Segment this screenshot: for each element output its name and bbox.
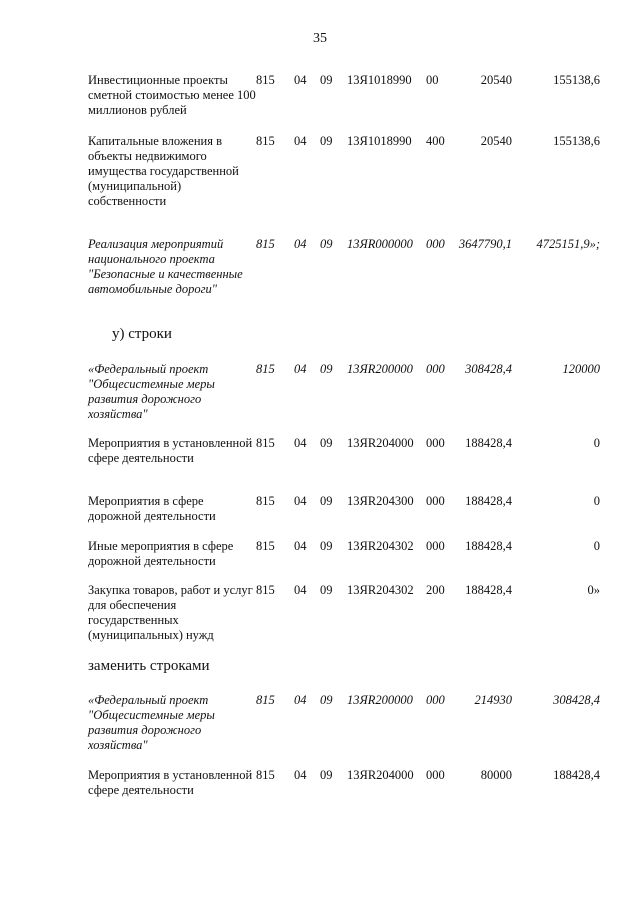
amount-after: 0» — [587, 583, 600, 597]
row-name: Капитальные вложения в объекты недвижимого имущества государственной (муниципальной) собственности — [88, 134, 239, 208]
subsection-code: 09 — [320, 768, 333, 782]
subsection-code: 09 — [320, 539, 333, 553]
expense-type-code: 200 — [426, 583, 445, 597]
row-name: Реализация мероприятий национального проекта "Безопасные и качественные автомобильные дороги" — [88, 237, 243, 296]
amount-after: 4725151,9»; — [536, 237, 600, 251]
row-name: «Федеральный проект "Общесистемные меры развития дорожного хозяйства" — [88, 693, 215, 752]
expense-type-code: 000 — [426, 539, 445, 553]
amount-before: 188428,4 — [465, 539, 512, 553]
section-code: 04 — [294, 134, 307, 148]
amount-before: 20540 — [480, 73, 512, 87]
amount-after: 0 — [593, 539, 600, 553]
target-article-code: 13ЯR200000 — [347, 693, 413, 707]
subsection-code: 09 — [320, 494, 333, 508]
subsection-code: 09 — [320, 362, 333, 376]
subsection-code: 09 — [320, 237, 333, 251]
section-code: 04 — [294, 436, 307, 450]
section-code: 04 — [294, 73, 307, 87]
ministry-code: 815 — [256, 436, 275, 450]
subsection-code: 09 — [320, 583, 333, 597]
row-name: Мероприятия в установленной сфере деятельности — [88, 768, 253, 797]
amount-before: 3647790,1 — [458, 237, 512, 251]
expense-type-code: 000 — [426, 237, 445, 251]
target-article-code: 13ЯR204000 — [347, 436, 414, 450]
row-name: Мероприятия в установленной сфере деятельности — [88, 436, 253, 465]
ministry-code: 815 — [256, 134, 275, 148]
subsection-code: 09 — [320, 73, 333, 87]
amount-after: 120000 — [562, 362, 600, 376]
ministry-code: 815 — [256, 539, 275, 553]
ministry-code: 815 — [256, 768, 275, 782]
section-code: 04 — [294, 768, 307, 782]
row-name: «Федеральный проект "Общесистемные меры развития дорожного хозяйства" — [88, 362, 215, 421]
amount-after: 0 — [593, 494, 600, 508]
amount-after: 308428,4 — [553, 693, 600, 707]
expense-type-code: 000 — [426, 436, 445, 450]
section-code: 04 — [294, 494, 307, 508]
ministry-code: 815 — [256, 583, 275, 597]
section-code: 04 — [294, 539, 307, 553]
target-article-code: 13Я1018990 — [347, 73, 412, 87]
subsection-code: 09 — [320, 134, 333, 148]
amount-before: 188428,4 — [465, 583, 512, 597]
target-article-code: 13ЯR204000 — [347, 768, 414, 782]
ministry-code: 815 — [256, 494, 275, 508]
row-name: Мероприятия в сфере дорожной деятельности — [88, 494, 216, 523]
expense-type-code: 000 — [426, 768, 445, 782]
expense-type-code: 000 — [426, 693, 445, 707]
page-number: 35 — [313, 31, 327, 46]
target-article-code: 13ЯR204300 — [347, 494, 414, 508]
row-name: Инвестиционные проекты сметной стоимостью менее 100 миллионов рублей — [88, 73, 256, 117]
amount-before: 214930 — [474, 693, 512, 707]
section-code: 04 — [294, 693, 307, 707]
section-heading: заменить строками — [88, 658, 210, 674]
target-article-code: 13ЯR200000 — [347, 362, 413, 376]
section-code: 04 — [294, 362, 307, 376]
section-code: 04 — [294, 237, 307, 251]
ministry-code: 815 — [256, 362, 275, 376]
target-article-code: 13ЯR204302 — [347, 539, 414, 553]
row-name: Иные мероприятия в сфере дорожной деятельности — [88, 539, 234, 568]
amount-before: 20540 — [480, 134, 512, 148]
expense-type-code: 000 — [426, 494, 445, 508]
section-code: 04 — [294, 583, 307, 597]
ministry-code: 815 — [256, 237, 275, 251]
amount-before: 188428,4 — [465, 436, 512, 450]
amount-after: 0 — [593, 436, 600, 450]
amount-before: 188428,4 — [465, 494, 512, 508]
subsection-code: 09 — [320, 693, 333, 707]
expense-type-code: 000 — [426, 362, 445, 376]
expense-type-code: 00 — [426, 73, 439, 87]
section-heading: у) строки — [112, 326, 172, 342]
ministry-code: 815 — [256, 693, 275, 707]
amount-before: 80000 — [480, 768, 512, 782]
subsection-code: 09 — [320, 436, 333, 450]
amount-before: 308428,4 — [465, 362, 512, 376]
row-name: Закупка товаров, работ и услуг для обеспечения государственных (муниципальных) нужд — [88, 583, 253, 642]
ministry-code: 815 — [256, 73, 275, 87]
amount-after: 155138,6 — [553, 134, 600, 148]
target-article-code: 13ЯR204302 — [347, 583, 414, 597]
target-article-code: 13ЯR000000 — [347, 237, 413, 251]
target-article-code: 13Я1018990 — [347, 134, 412, 148]
amount-after: 188428,4 — [553, 768, 600, 782]
expense-type-code: 400 — [426, 134, 445, 148]
amount-after: 155138,6 — [553, 73, 600, 87]
